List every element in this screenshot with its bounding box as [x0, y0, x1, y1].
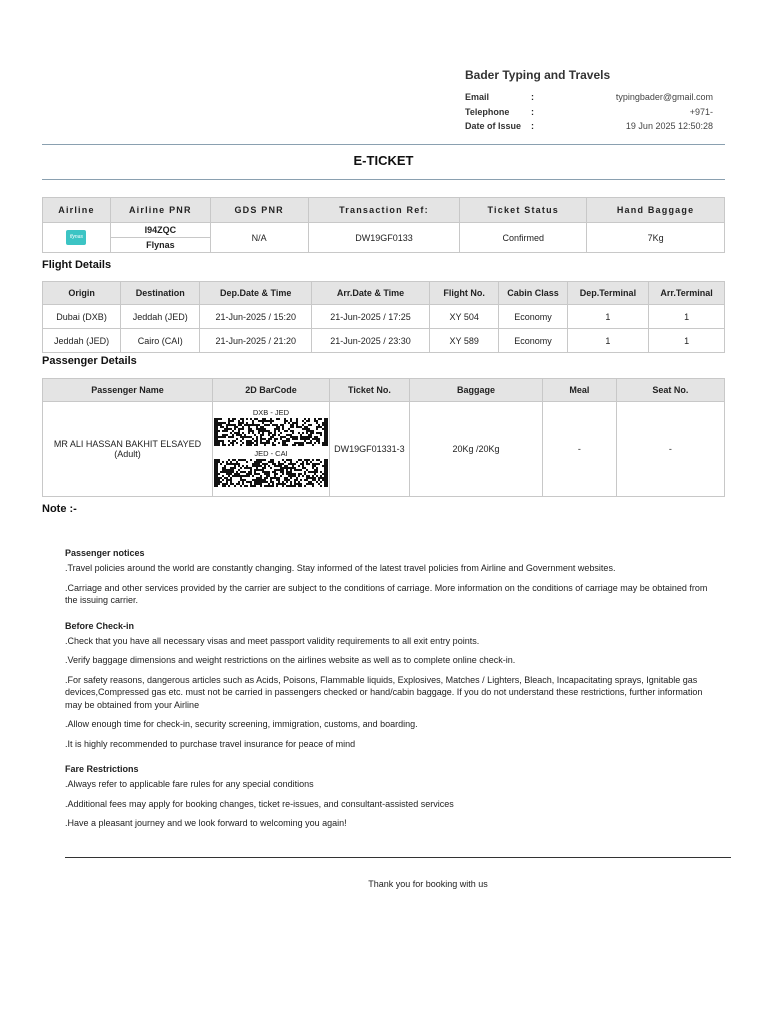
barcode-2-icon	[214, 459, 328, 487]
airline-logo-cell	[43, 223, 111, 253]
passenger-type: (Adult)	[114, 449, 141, 459]
booking-row	[43, 223, 725, 238]
header-airline-pnr: Airline PNR	[110, 198, 210, 223]
passenger-header-row	[43, 379, 725, 402]
cabin-class: Economy	[499, 329, 567, 353]
seat-no: -	[616, 402, 724, 497]
header-origin: Origin	[43, 282, 121, 305]
arr-datetime: 21-Jun-2025 / 17:25	[312, 305, 430, 329]
notice-text: .Allow enough time for check-in, security screening, immigration, customs, and boarding.	[65, 719, 418, 729]
airline-pnr: I94ZQC	[110, 223, 210, 238]
header-meal: Meal	[543, 379, 617, 402]
baggage: 20Kg /20Kg	[409, 402, 542, 497]
arr-terminal: 1	[649, 305, 725, 329]
arr-datetime: 21-Jun-2025 / 23:30	[312, 329, 430, 353]
dep-terminal: 1	[567, 305, 649, 329]
notice-text: .Always refer to applicable fare rules for any special conditions	[65, 779, 314, 789]
dep-datetime: 21-Jun-2025 / 15:20	[200, 305, 312, 329]
flight-header-row	[43, 282, 725, 305]
destination: Jeddah (JED)	[121, 305, 200, 329]
telephone-row	[465, 105, 713, 120]
issue-date-row	[465, 119, 713, 134]
fare-restrictions-title: Fare Restrictions	[65, 764, 139, 774]
notices	[65, 548, 715, 837]
dep-datetime: 21-Jun-2025 / 21:20	[200, 329, 312, 353]
table-row	[43, 305, 725, 329]
telephone-label: Telephone	[465, 106, 510, 117]
page-title: E-TICKET	[353, 153, 414, 168]
header-ticket-no: Ticket No.	[329, 379, 409, 402]
email-label: Email	[465, 92, 490, 102]
agency-info	[465, 68, 713, 134]
agency-name: Bader Typing and Travels	[465, 68, 611, 82]
email-row	[465, 90, 713, 105]
notice-text: .Check that you have all necessary visas and meet passport validity requirements to all exit entry points.	[65, 635, 480, 646]
flight-table	[42, 281, 725, 353]
ticket-no: DW19GF01331-3	[329, 402, 409, 497]
header-barcode: 2D BarCode	[212, 379, 329, 402]
booking-table	[42, 197, 725, 253]
header-cabin-class: Cabin Class	[499, 282, 567, 305]
header-dep-terminal: Dep.Terminal	[567, 282, 649, 305]
header-ticket-status: Ticket Status	[460, 198, 587, 223]
meal: -	[543, 402, 617, 497]
arr-terminal: 1	[649, 329, 725, 353]
airline-name: Flynas	[110, 238, 210, 253]
footer-divider	[65, 857, 731, 858]
header-flight-no: Flight No.	[430, 282, 499, 305]
cabin-class: Economy	[499, 305, 567, 329]
header-baggage: Baggage	[409, 379, 542, 402]
flight-details-title: Flight Details	[42, 259, 112, 271]
barcode-1-label: DXB - JED	[252, 408, 290, 417]
footer-thanks: Thank you for booking with us	[368, 879, 488, 889]
hand-baggage: 7Kg	[587, 223, 725, 253]
header-seat-no: Seat No.	[616, 379, 724, 402]
flight-no: XY 504	[430, 305, 499, 329]
header-destination: Destination	[121, 282, 200, 305]
origin: Dubai (DXB)	[43, 305, 121, 329]
header-arr-datetime: Arr.Date & Time	[312, 282, 430, 305]
passenger-name-cell	[43, 402, 213, 497]
header-passenger-name: Passenger Name	[43, 379, 213, 402]
passenger-name: MR ALI HASSAN BAKHIT ELSAYED	[53, 439, 202, 449]
header-dep-datetime: Dep.Date & Time	[200, 282, 312, 305]
barcode-1-icon	[214, 418, 328, 446]
passenger-table	[42, 378, 725, 497]
header-arr-terminal: Arr.Terminal	[649, 282, 725, 305]
barcode-2-label: JED - CAI	[254, 449, 288, 458]
notice-text: .Have a pleasant journey and we look forward to welcoming you again!	[65, 818, 347, 828]
barcode-cell	[212, 402, 329, 497]
notice-text: .Additional fees may apply for booking changes, ticket re-issues, and consultant-assisted services	[65, 798, 454, 809]
notice-text: .For safety reasons, dangerous articles such as Acids, Poisons, Flammable liquids, Explosives, Matches / Lighters, Bleach, Incapacitating sprays, Ignitable gas devices,Compressed gas etc. must not be carried in passengers checked or hand/cabin baggage. If you do not understand these restrictions, further information may be obtained from your Airline	[65, 674, 703, 710]
flynas-logo: flynas	[66, 230, 86, 245]
email-value[interactable]: typingbader@gmail.com	[615, 92, 713, 102]
issue-date-sep: :	[531, 121, 534, 131]
destination: Cairo (CAI)	[121, 329, 200, 353]
origin: Jeddah (JED)	[43, 329, 121, 353]
notice-text: .It is highly recommended to purchase travel insurance for peace of mind	[65, 738, 356, 749]
telephone-value: +971-	[689, 106, 713, 117]
passenger-notices-title: Passenger notices	[65, 548, 145, 558]
dep-terminal: 1	[567, 329, 649, 353]
notice-text: .Carriage and other services provided by the carrier are subject to the conditions of carriage. More information on the conditions of carriage may be obtained from the issuing carrier.	[65, 582, 708, 605]
booking-header-row	[43, 198, 725, 223]
header-hand-baggage: Hand Baggage	[587, 198, 725, 223]
note-title: Note :-	[42, 503, 77, 515]
divider-bottom	[42, 179, 725, 180]
flight-no: XY 589	[430, 329, 499, 353]
table-row	[43, 402, 725, 497]
divider-top	[42, 144, 725, 145]
header-airline: Airline	[43, 198, 111, 223]
email-sep: :	[531, 92, 534, 102]
issue-date-label: Date of Issue	[465, 121, 522, 131]
gds-pnr: N/A	[210, 223, 308, 253]
header-transaction-ref: Transaction Ref:	[308, 198, 460, 223]
table-row	[43, 329, 725, 353]
passenger-details-title: Passenger Details	[42, 355, 137, 367]
ticket-status: Confirmed	[460, 223, 587, 253]
telephone-sep: :	[531, 106, 534, 117]
checkin-title: Before Check-in	[65, 620, 135, 631]
notice-text: .Verify baggage dimensions and weight restrictions on the airlines website as well as to complete online check-in.	[65, 655, 516, 665]
notice-text: .Travel policies around the world are constantly changing. Stay informed of the latest travel policies from Airline and Government websites.	[65, 563, 616, 573]
transaction-ref: DW19GF0133	[308, 223, 460, 253]
header-gds-pnr: GDS PNR	[210, 198, 308, 223]
issue-date-value: 19 Jun 2025 12:50:28	[625, 121, 713, 131]
